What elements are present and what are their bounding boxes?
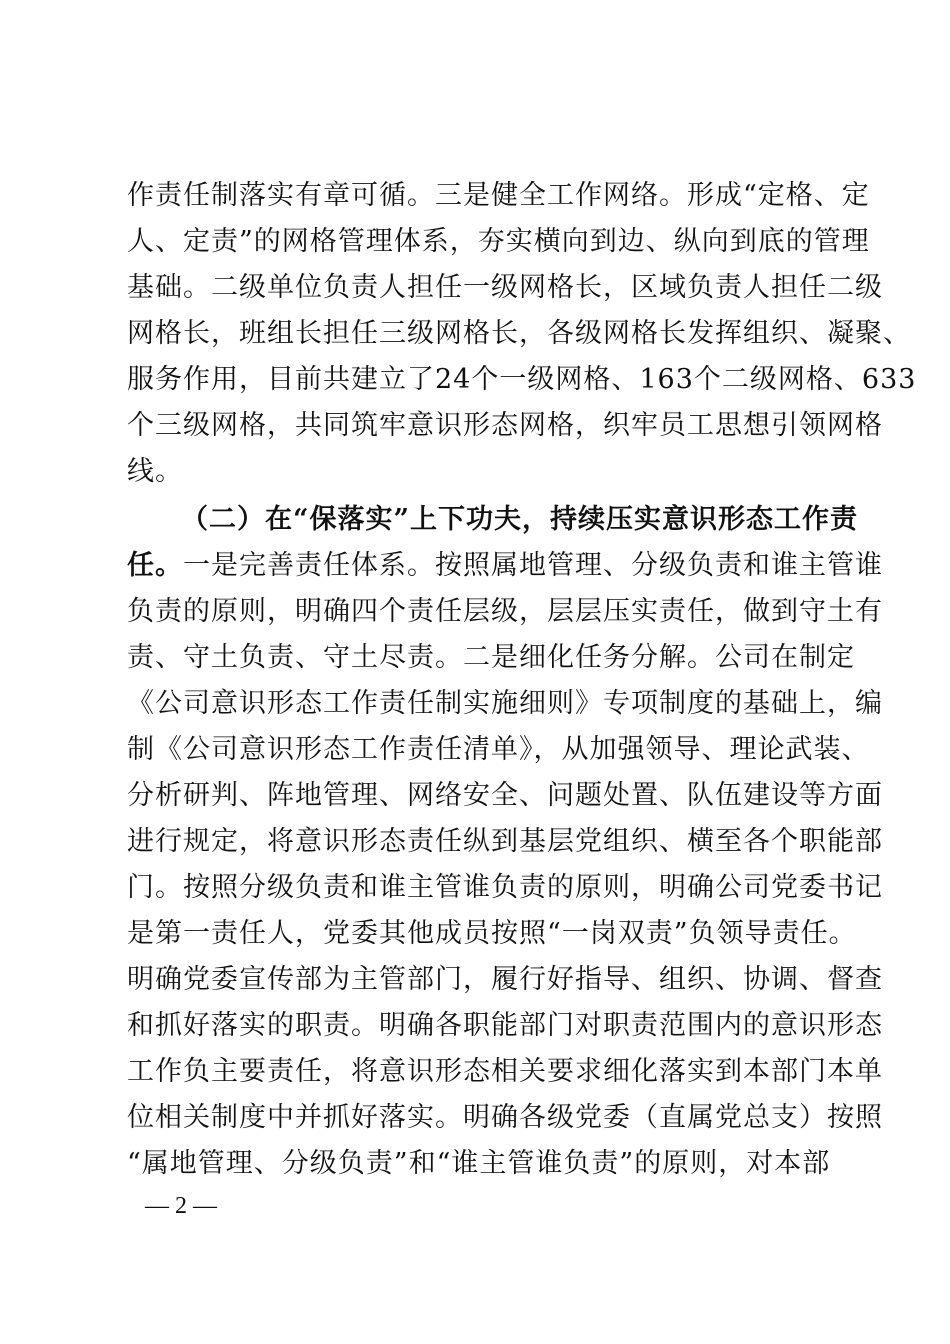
paragraph-line: 网格长，班组长担任三级网格长，各级网格长发挥组织、凝聚、: [127, 318, 911, 349]
paragraph-line: 门。按照分级负责和谁主管谁负责的原则，明确公司党委书记: [127, 872, 883, 903]
section-heading: [127, 500, 859, 540]
paragraph-line: 和抓好落实的职责。明确各职能部门对职责范围内的意识形态: [127, 1010, 883, 1041]
paragraph-line: 制《公司意识形态工作责任清单》，从加强领导、理论武装、: [127, 734, 870, 765]
paragraph-line: 分析研判、阵地管理、网络安全、问题处置、队伍建设等方面: [127, 780, 883, 811]
paragraph-line: 责、守土负责、守土尽责。二是细化任务分解。公司在制定: [127, 642, 855, 673]
paragraph-line: 位相关制度中并抓好落实。明确各级党委（直属党总支）按照: [127, 1102, 883, 1133]
paragraph-line: 基础。二级单位负责人担任一级网格长，区域负责人担任二级: [127, 272, 883, 303]
paragraph-line-rest: 一是完善责任体系。按照属地管理、分级负责和谁主管谁: [183, 550, 883, 581]
paragraph-line: 人、定责”的网格管理体系，夯实横向到边、纵向到底的管理: [127, 226, 870, 257]
paragraph-line: 作责任制落实有章可循。三是健全工作网络。形成“定格、定: [127, 180, 870, 211]
section-heading-cont: 任。: [127, 550, 183, 581]
page-number: — 2 —: [145, 1193, 217, 1219]
paragraph-line: 是第一责任人，党委其他成员按照“一岗双责”负领导责任。: [127, 918, 857, 949]
paragraph-line: 进行规定，将意识形态责任纵到基层党组织、横至各个职能部: [127, 826, 883, 857]
paragraph-line: 服务作用，目前共建立了24个一级网格、163个二级网格、633: [127, 364, 917, 395]
paragraph-line: “属地管理、分级负责”和“谁主管谁负责”的原则，对本部: [127, 1148, 831, 1179]
paragraph-line: 工作负主要责任，将意识形态相关要求细化落实到本部门本单: [127, 1056, 883, 1087]
paragraph-line: 个三级网格，共同筑牢意识形态网格，织牢员工思想引领网格: [127, 410, 883, 441]
paragraph-line: [127, 546, 883, 586]
paragraph-line: 线。: [127, 456, 183, 487]
paragraph-line: 负责的原则，明确四个责任层级，层层压实责任，做到守土有: [127, 596, 883, 627]
paragraph-line: 明确党委宣传部为主管部门，履行好指导、组织、协调、督查: [127, 964, 883, 995]
paragraph-line: 《公司意识形态工作责任制实施细则》专项制度的基础上，编: [127, 688, 883, 719]
section-heading-text: （二）在“保落实”上下功夫，持续压实意识形态工作责: [181, 504, 859, 535]
